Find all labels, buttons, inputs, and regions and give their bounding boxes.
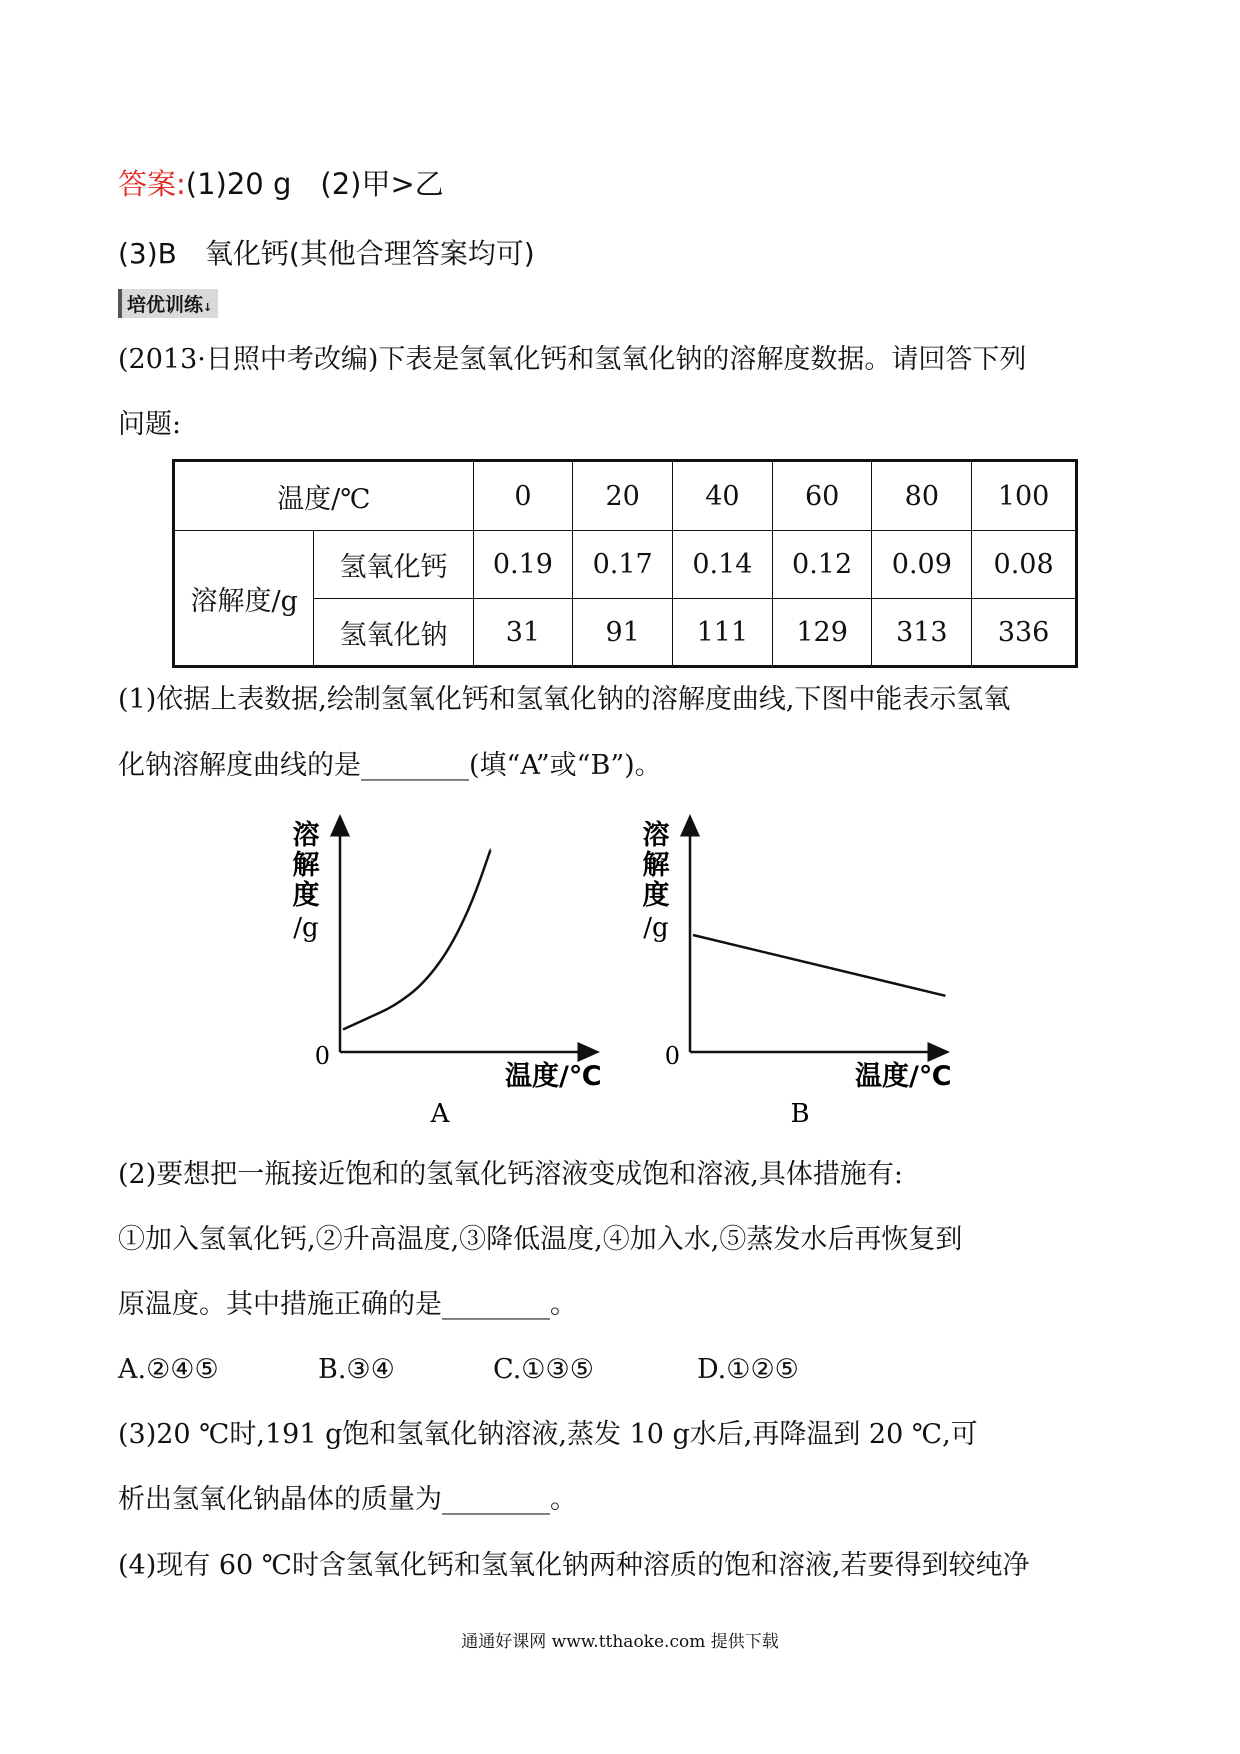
q1-line-1: (1)依据上表数据,绘制氢氧化钙和氢氧化钠的溶解度曲线,下图中能表示氢氧 (118, 684, 1011, 715)
q2-line-3: 原温度。其中措施正确的是________。 (118, 1289, 577, 1320)
solubility-curve-a (343, 850, 491, 1030)
q2-line-1: (2)要想把一瓶接近饱和的氢氧化钙溶液变成饱和溶液,具体措施有: (118, 1159, 903, 1190)
y-label-char: 解 (642, 850, 670, 881)
substance-name: 氢氧化钠 (314, 599, 473, 667)
option-b: B.③④ (318, 1354, 395, 1385)
question-intro-line-2: 问题: (118, 409, 182, 440)
y-label-char: 解 (292, 850, 320, 881)
table-cell: 129 (772, 599, 872, 667)
option-d: D.①②⑤ (697, 1354, 799, 1385)
origin-label: 0 (314, 1042, 330, 1070)
table-cell: 0 (473, 461, 573, 531)
q3-line-2: 析出氢氧化钠晶体的质量为________。 (118, 1484, 577, 1515)
table-cell: 336 (972, 599, 1077, 667)
answer-line-2: (3)B 氧化钙(其他合理答案均可) (118, 237, 535, 270)
x-axis-label: 温度/℃ (855, 1061, 952, 1092)
q1-line-2: 化钠溶解度曲线的是________(填“A”或“B”)。 (118, 750, 662, 781)
y-label-unit: /g (643, 913, 669, 943)
section-badge (118, 289, 218, 318)
table-cell: 31 (473, 599, 573, 667)
table-cell: 0.14 (673, 531, 773, 599)
table-row (174, 531, 1077, 599)
answer-label: 答案: (118, 167, 186, 201)
x-axis-label: 温度/℃ (505, 1061, 602, 1092)
solubility-group-label: 溶解度/g (174, 531, 314, 667)
table-cell: 111 (673, 599, 773, 667)
chart-a (290, 812, 620, 1132)
q4-line-1: (4)现有 60 ℃时含氢氧化钙和氢氧化钠两种溶质的饱和溶液,若要得到较纯净 (118, 1550, 1030, 1581)
y-label-unit: /g (293, 913, 319, 943)
table-cell: 40 (673, 461, 773, 531)
q2-line-2: ①加入氢氧化钙,②升高温度,③降低温度,④加入水,⑤蒸发水后再恢复到 (118, 1224, 963, 1255)
table-cell: 100 (972, 461, 1077, 531)
section-badge-label: 培优训练 (127, 294, 204, 316)
table-cell: 20 (573, 461, 673, 531)
arrow-down-icon: ↓ (203, 301, 213, 314)
option-a: A.②④⑤ (118, 1354, 219, 1385)
substance-name: 氢氧化钙 (314, 531, 473, 599)
y-label-char: 度 (292, 880, 320, 911)
table-cell: 0.17 (573, 531, 673, 599)
option-c: C.①③⑤ (493, 1354, 594, 1385)
solubility-table (172, 459, 1078, 668)
table-cell: 0.08 (972, 531, 1077, 599)
y-label-char: 度 (642, 880, 670, 911)
temperature-header: 温度/℃ (174, 461, 474, 531)
table-cell: 313 (872, 599, 972, 667)
table-cell: 91 (573, 599, 673, 667)
question-intro-line-1: (2013·日照中考改编)下表是氢氧化钙和氢氧化钠的溶解度数据。请回答下列 (118, 344, 1027, 375)
answer-text-1: (1)20 g (2)甲>乙 (185, 167, 444, 201)
y-label-char: 溶 (642, 820, 670, 851)
chart-caption: B (790, 1099, 810, 1129)
y-label-char: 溶 (292, 820, 320, 851)
table-cell: 0.09 (872, 531, 972, 599)
page-footer: 通通好课网 www.tthaoke.com 提供下载 (461, 1632, 779, 1652)
chart-b (640, 812, 970, 1132)
origin-label: 0 (664, 1042, 680, 1070)
answer-line-1 (118, 162, 444, 203)
q3-line-1: (3)20 ℃时,191 g饱和氢氧化钠溶液,蒸发 10 g水后,再降温到 20 ℃,可 (118, 1419, 978, 1450)
table-cell: 80 (872, 461, 972, 531)
table-row (174, 461, 1077, 531)
table-cell: 60 (772, 461, 872, 531)
chart-caption: A (430, 1099, 450, 1129)
table-cell: 0.19 (473, 531, 573, 599)
solubility-curve-b (693, 935, 945, 996)
table-cell: 0.12 (772, 531, 872, 599)
